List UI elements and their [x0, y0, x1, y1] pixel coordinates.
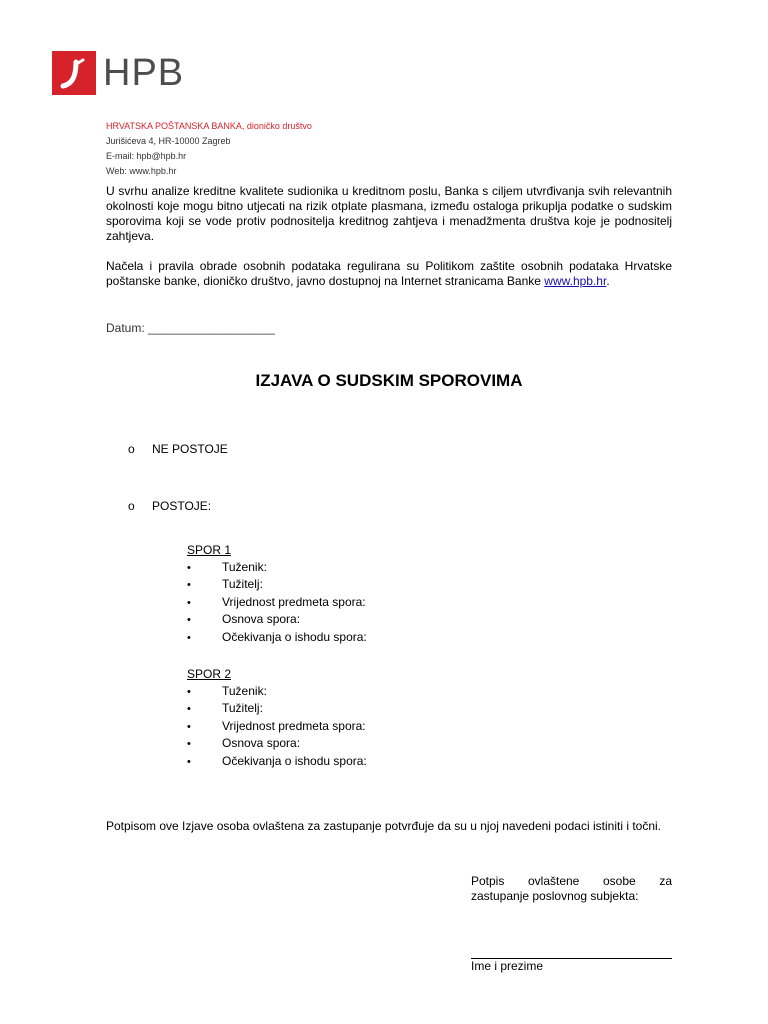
field-label: Tužitelj:: [222, 577, 263, 592]
date-blank: ___________________: [148, 321, 275, 335]
bullet-icon: •: [187, 720, 191, 733]
field-label: Osnova spora:: [222, 736, 301, 751]
dispute-1-heading: SPOR 1: [187, 543, 232, 557]
list-item: [187, 594, 367, 611]
radio-circle-icon[interactable]: o: [128, 499, 135, 513]
date-field[interactable]: [106, 321, 275, 336]
privacy-end: .: [606, 274, 610, 288]
bank-name-main: HRVATSKA POŠTANSKA BANKA: [106, 121, 242, 131]
option-none-label: NE POSTOJE: [152, 442, 228, 456]
signature-name-label: Ime i prezime: [471, 959, 544, 973]
bullet-icon: •: [187, 596, 191, 609]
bullet-icon: •: [187, 738, 191, 751]
privacy-paragraph: [106, 259, 672, 289]
option-exist[interactable]: [128, 499, 211, 514]
list-item: [187, 753, 367, 770]
field-label: Tuženik:: [222, 560, 267, 574]
bullet-icon: •: [187, 686, 191, 698]
bank-name: [106, 120, 312, 132]
statement-paragraph: Potpisom ove Izjave osoba ovlaštena za zastupanje potvrđuje da su u njoj navedeni podaci istiniti i točni.: [106, 819, 662, 833]
bullet-icon: •: [187, 614, 191, 627]
field-label: Tužitelj:: [222, 701, 263, 716]
bullet-icon: •: [187, 562, 191, 574]
list-item: [187, 611, 367, 628]
dispute-1-fields: [187, 559, 367, 646]
option-exist-label: POSTOJE:: [152, 499, 212, 513]
bullet-icon: •: [187, 703, 191, 716]
intro-paragraph: U svrhu analize kreditne kvalitete sudionika u kreditnom poslu, Banka s ciljem utvrđivanja svih relevantnih okolnosti koje mogu bitno utjecati na rizik otplate plasmana, između ostaloga prikuplja podatke o sudskim sporovima koji se vode protiv podnositelja kreditnog zahtjeva i menadžmenta društva koje je podnositelj zahtjeva.: [106, 184, 672, 243]
hpb-logo-icon: [52, 51, 96, 95]
field-label: Očekivanja o ishodu spora:: [222, 753, 367, 768]
field-label: Osnova spora:: [222, 612, 301, 627]
bullet-icon: •: [187, 755, 191, 768]
bank-email: E-mail: hpb@hpb.hr: [106, 151, 187, 161]
bank-name-suffix: , dioničko društvo: [241, 121, 312, 131]
bullet-icon: •: [187, 631, 191, 644]
field-label: Vrijednost predmeta spora:: [222, 594, 366, 609]
radio-circle-icon[interactable]: o: [128, 442, 135, 456]
date-label: Datum:: [106, 321, 145, 335]
option-none[interactable]: [128, 442, 228, 457]
dispute-2-fields: [187, 683, 367, 770]
bank-address: Jurišićeva 4, HR-10000 Zagreb: [106, 136, 231, 146]
logo-text: HPB: [103, 52, 185, 94]
dispute-2-heading: SPOR 2: [187, 667, 232, 681]
list-item: [187, 700, 367, 717]
list-item: [187, 576, 367, 593]
bank-web: Web: www.hpb.hr: [106, 166, 177, 176]
field-label: Očekivanja o ishodu spora:: [222, 629, 367, 644]
list-item: [187, 629, 367, 646]
privacy-text: Načela i pravila obrade osobnih podataka regulirana su Politikom zaštite osobnih podataka Hrvatske poštanske banke, dioničko društvo, javno dostupnoj na Internet stranicama Banke: [106, 259, 672, 288]
field-label: Vrijednost predmeta spora:: [222, 718, 366, 733]
list-item: [187, 559, 367, 576]
field-label: Tuženik:: [222, 684, 267, 698]
list-item: [187, 735, 367, 752]
signature-label: Potpis ovlaštene osobe za zastupanje poslovnog subjekta:: [471, 874, 672, 903]
hpb-website-link[interactable]: www.hpb.hr: [544, 274, 607, 288]
list-item: [187, 718, 367, 735]
page-title: IZJAVA O SUDSKIM SPOROVIMA: [255, 371, 523, 390]
list-item: [187, 683, 367, 700]
bullet-icon: •: [187, 579, 191, 592]
